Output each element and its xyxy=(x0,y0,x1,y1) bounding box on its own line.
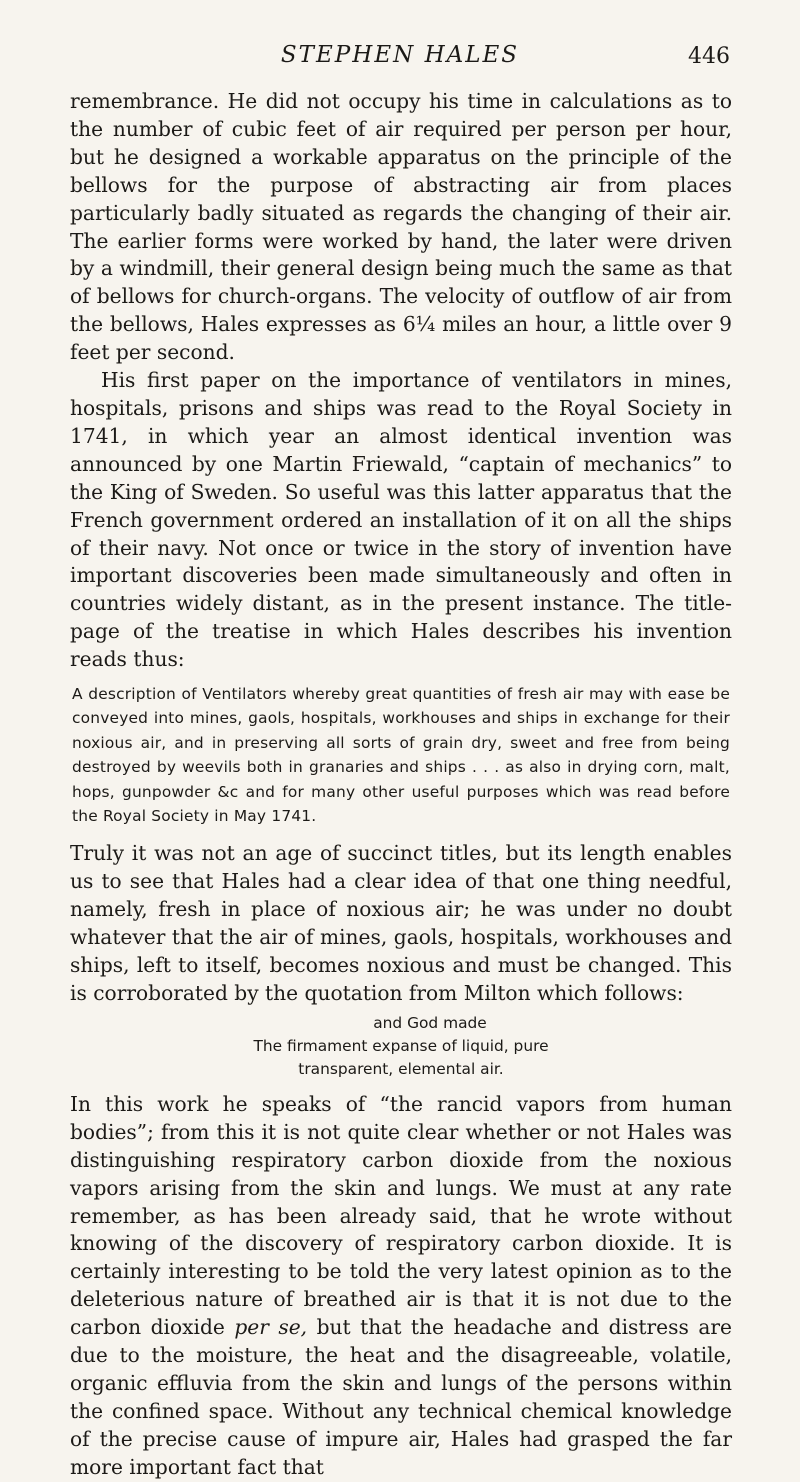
paragraph-succinct-titles: Truly it was not an age of succinct titles, but its length enables us to see that Hales had a clear idea of that one thing needful, namely, fresh in place of noxious air; he was under no doubt whatever that the air of mines, gaols, hospitals, workhouses and ships, left to itself, becomes noxious and must be changed. This is corroborated by the quotation from Milton which follows: xyxy=(70,841,732,1005)
page-number: 446 xyxy=(688,44,730,69)
running-head xyxy=(70,40,730,80)
paragraph-continuation: remembrance. He did not occupy his time in calculations as to the number of cubic feet of air required per person per hour, but he designed a workable apparatus on the principle of the bellows for the purpose of abstracting air from places particularly badly situated as regards the changing of their air. The earlier forms were worked by hand, the later were driven by a windmill, their general design being much the same as that of bellows for church-organs. The velocity of outflow of air from the bellows, Hales expresses as 6¼ miles an hour, a little over 9 feet per second. xyxy=(70,89,732,365)
running-title: STEPHEN HALES xyxy=(280,42,520,68)
title-page-quote: A description of Ventilators whereby great quantities of fresh air may with ease be conveyed into mines, gaols, hospitals, workhouses and ships in exchange for their noxious air, and in preserving all sorts of grain dry, sweet and free from being destroyed by weevils both in granaries and ships . . . as also in drying corn, malt, hops, gunpowder &c and for many other useful purposes which was read before the Royal Society in May 1741. xyxy=(72,685,730,826)
verse-line: transparent, elemental air. xyxy=(298,1059,504,1078)
text-run: but that the headache and distress are due to the moisture, the heat and the disagreeable, volatile, organic effluvia from the skin and lungs of the persons within the confined space. Without any technical chemical knowledge of the precise cause of impure air, Hales had grasped the far more important fact that xyxy=(70,1315,732,1479)
text-run: In this work he speaks of “the rancid vapors from human bodies”; from this it is not quite clear whether or not Hales was distinguishing respiratory carbon dioxide from the noxious vapors arising from the skin and lungs. We must at any rate remember, as has been already said, that he wrote without knowing of the discovery of respiratory carbon dioxide. It is certainly interesting to be told the very latest opinion as to the deleterious nature of breathed air is that it is not due to the carbon dioxide xyxy=(70,1091,732,1340)
italic-phrase: per se, xyxy=(234,1315,308,1340)
milton-quote xyxy=(70,1012,732,1081)
paragraph-rancid-vapors xyxy=(70,1091,732,1482)
paragraph-ventilators: His first paper on the importance of ventilators in mines, hospitals, prisons and ships was read to the Royal Society in 1741, in which year an almost identical invention was announced by one Martin Friewald, “captain of mechanics” to the King of Sweden. So useful was this latter apparatus that the French government ordered an installation of it on all the ships of their navy. Not once or twice in the story of invention have important discoveries been made simultaneously and often in countries widely distant, as in the present instance. The title-page of the treatise in which Hales describes his invention reads thus: xyxy=(70,368,732,672)
body-text xyxy=(70,88,732,1482)
verse-line: The firmament expanse of liquid, pure xyxy=(253,1036,549,1055)
verse-line: and God made xyxy=(373,1013,487,1032)
